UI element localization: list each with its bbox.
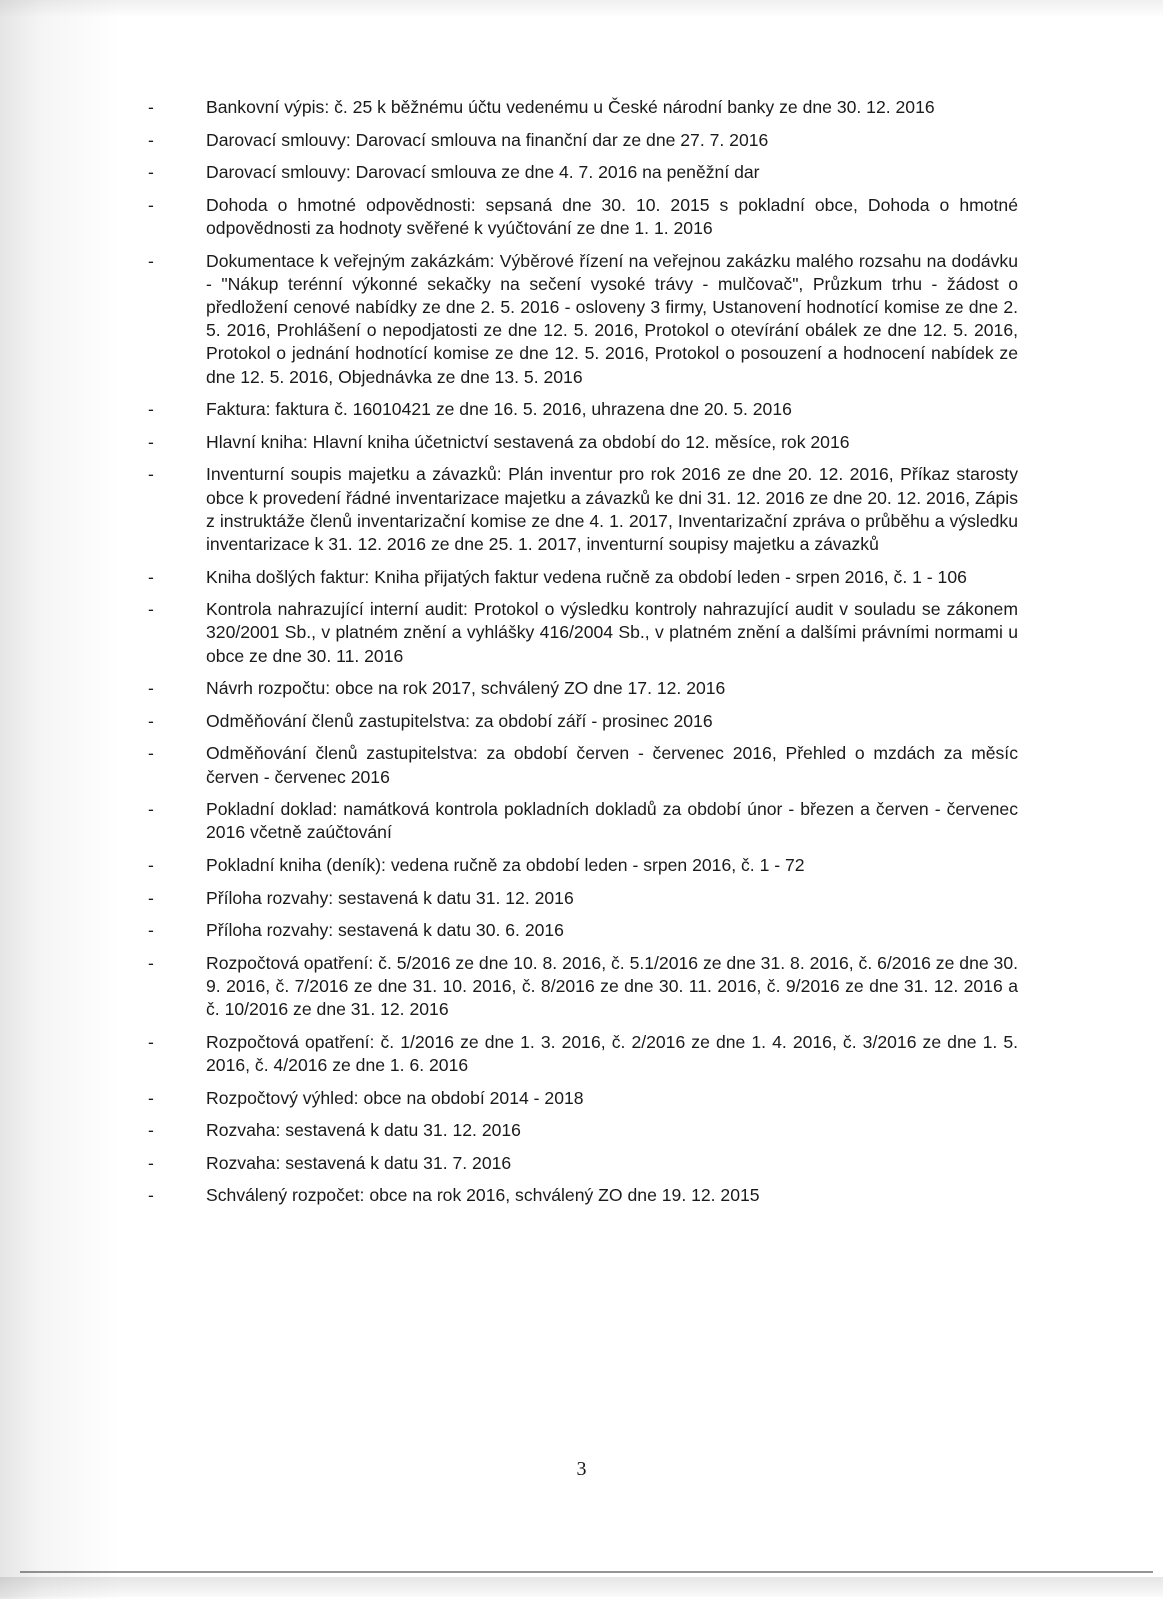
list-item	[148, 710, 1018, 733]
list-item	[148, 194, 1018, 240]
list-item-text: Rozvaha: sestavená k datu 31. 12. 2016	[206, 1120, 521, 1141]
scan-edge-shadow	[0, 1577, 1163, 1597]
list-item	[148, 250, 1018, 389]
list-item-text: Pokladní doklad: namátková kontrola pokladních dokladů za období únor - březen a červen - červenec 2016 včetně zaúčtování	[206, 799, 1018, 843]
list-item	[148, 431, 1018, 454]
list-item-text: Odměňování členů zastupitelstva: za období září - prosinec 2016	[206, 710, 713, 731]
list-item	[148, 96, 1018, 119]
list-item	[148, 1119, 1018, 1142]
list-item	[148, 854, 1018, 877]
dash-bullet: -	[148, 678, 154, 699]
list-item	[148, 887, 1018, 910]
dash-bullet: -	[148, 710, 154, 731]
dash-bullet: -	[148, 1087, 154, 1108]
list-item-text: Darovací smlouvy: Darovací smlouva ze dne 4. 7. 2016 na peněžní dar	[206, 162, 760, 183]
dash-bullet: -	[148, 97, 154, 117]
list-item	[148, 742, 1018, 788]
list-item-text: Dohoda o hmotné odpovědnosti: sepsaná dne 30. 10. 2015 s pokladní obce, Dohoda o hmotné odpovědnosti za hodnoty svěřené k vyúčtování ze dne 1. 1. 2016	[206, 194, 1018, 238]
list-item	[148, 463, 1018, 556]
list-item	[148, 566, 1018, 589]
dash-bullet: -	[148, 431, 154, 452]
scan-edge-line	[20, 1571, 1153, 1573]
list-item	[148, 952, 1018, 1022]
list-item	[148, 1031, 1018, 1077]
dash-bullet: -	[148, 1031, 154, 1052]
list-item	[148, 161, 1018, 184]
dash-bullet: -	[148, 920, 154, 941]
list-item-text: Inventurní soupis majetku a závazků: Plán inventur pro rok 2016 ze dne 20. 12. 2016, Příkaz starosty obce k provedení řádné inventarizace majetku a závazků ke dni 31. 12. 2016 ze dne 20. 12. 2016, Zápis z instruktáže členů inventarizační komise ze dne 4. 1. 2017, Inventarizační zpráva o průběhu a výsledku inventarizace k 31. 12. 2016 ze dne 25. 1. 2017, inventurní soupisy majetku a závazků	[206, 464, 1018, 554]
dash-bullet: -	[148, 799, 154, 820]
scan-shadow-top	[0, 0, 1163, 18]
list-item	[148, 919, 1018, 942]
list-item-text: Faktura: faktura č. 16010421 ze dne 16. 5. 2016, uhrazena dne 20. 5. 2016	[206, 399, 792, 420]
list-item-text: Rozvaha: sestavená k datu 31. 7. 2016	[206, 1152, 512, 1173]
page-number: 3	[576, 1458, 587, 1480]
dash-bullet: -	[148, 162, 154, 183]
list-item	[148, 677, 1018, 700]
dash-bullet: -	[148, 464, 154, 485]
list-item-text: Odměňování členů zastupitelstva: za období červen - červenec 2016, Přehled o mzdách za měsíc červen - červenec 2016	[206, 743, 1018, 787]
dash-bullet: -	[148, 743, 154, 764]
dash-bullet: -	[148, 1185, 154, 1206]
dash-bullet: -	[148, 129, 154, 150]
list-item-text: Příloha rozvahy: sestavená k datu 31. 12. 2016	[206, 887, 574, 908]
document-list	[148, 96, 1018, 1217]
list-item-text: Rozpočtový výhled: obce na období 2014 - 2018	[206, 1087, 584, 1108]
list-item-text: Příloha rozvahy: sestavená k datu 30. 6. 2016	[206, 920, 564, 941]
list-item-text: Kontrola nahrazující interní audit: Protokol o výsledku kontroly nahrazující audit v souladu se zákonem 320/2001 Sb., v platném znění a vyhlášky 416/2004 Sb., v platném znění a dalšími právními normami u obce ze dne 30. 11. 2016	[206, 599, 1018, 666]
list-item-text: Rozpočtová opatření: č. 1/2016 ze dne 1. 3. 2016, č. 2/2016 ze dne 1. 4. 2016, č. 3/2016 ze dne 1. 5. 2016, č. 4/2016 ze dne 1. 6. 2016	[206, 1031, 1018, 1075]
dash-bullet: -	[148, 250, 154, 271]
list-item	[148, 1087, 1018, 1110]
list-item	[148, 129, 1018, 152]
list-item	[148, 598, 1018, 668]
dash-bullet: -	[148, 1152, 154, 1173]
list-item-text: Návrh rozpočtu: obce na rok 2017, schválený ZO dne 17. 12. 2016	[206, 678, 726, 699]
list-item-text: Pokladní kniha (deník): vedena ručně za období leden - srpen 2016, č. 1 - 72	[206, 854, 805, 875]
list-item-text: Hlavní kniha: Hlavní kniha účetnictví sestavená za období do 12. měsíce, rok 2016	[206, 431, 850, 452]
list-item-text: Kniha došlých faktur: Kniha přijatých faktur vedena ručně za období leden - srpen 2016, č. 1 - 106	[206, 566, 967, 587]
list-item	[148, 398, 1018, 421]
dash-bullet: -	[148, 399, 154, 420]
dash-bullet: -	[148, 887, 154, 908]
list-item-text: Rozpočtová opatření: č. 5/2016 ze dne 10. 8. 2016, č. 5.1/2016 ze dne 31. 8. 2016, č. 6/2016 ze dne 30. 9. 2016, č. 7/2016 ze dne 31. 10. 2016, č. 8/2016 ze dne 30. 11. 2016, č. 9/2016 ze dne 31. 12. 2016 a č. 10/2016 ze dne 31. 12. 2016	[206, 952, 1018, 1020]
dash-bullet: -	[148, 854, 154, 875]
list-item	[148, 1184, 1018, 1207]
scan-shadow-left	[0, 0, 120, 1599]
list-item-text: Schválený rozpočet: obce na rok 2016, schválený ZO dne 19. 12. 2015	[206, 1185, 760, 1206]
list-item-text: Dokumentace k veřejným zakázkám: Výběrové řízení na veřejnou zakázku malého rozsahu na dodávku - "Nákup terénní výkonné sekačky na sečení vysoké trávy - mulčovač", Průzkum trhu - žádost o předložení cenové nabídky ze dne 2. 5. 2016 - osloveny 3 firmy, Ustanovení hodnotící komise ze dne 2. 5. 2016, Prohlášení o nepodjatosti ze dne 12. 5. 2016, Protokol o otevírání obálek ze dne 12. 5. 2016, Protokol o jednání hodnotící komise ze dne 12. 5. 2016, Protokol o posouzení a hodnocení nabídek ze dne 12. 5. 2016, Objednávka ze dne 13. 5. 2016	[206, 250, 1018, 387]
dash-bullet: -	[148, 1120, 154, 1141]
list-item	[148, 798, 1018, 844]
dash-bullet: -	[148, 194, 154, 215]
list-item-text: Bankovní výpis: č. 25 k běžnému účtu vedenému u České národní banky ze dne 30. 12. 2016	[206, 97, 935, 117]
dash-bullet: -	[148, 599, 154, 620]
list-item	[148, 1152, 1018, 1175]
dash-bullet: -	[148, 566, 154, 587]
scan-bottom-edge	[0, 1563, 1163, 1599]
list-item-text: Darovací smlouvy: Darovací smlouva na finanční dar ze dne 27. 7. 2016	[206, 129, 769, 150]
dash-bullet: -	[148, 952, 154, 973]
